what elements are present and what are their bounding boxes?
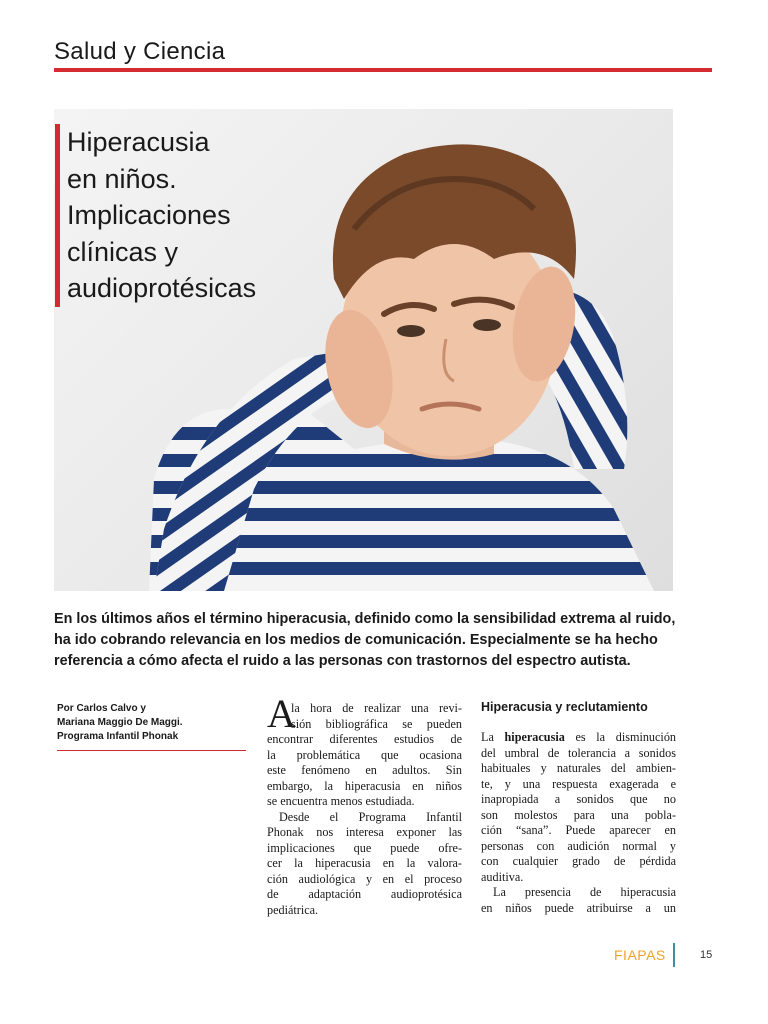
drop-cap: A (267, 691, 296, 736)
body-line: encontrar diferentes estudios de (267, 732, 462, 746)
body-line: con cualquier grado de pérdida (481, 854, 676, 868)
footer-divider (673, 943, 675, 967)
headline-line: clínicas y (67, 236, 179, 267)
section-title: Salud y Ciencia (54, 38, 226, 65)
body-line: cer la hiperacusia en la valora- (267, 856, 462, 870)
body-line: la problemática que ocasiona (267, 747, 462, 762)
body-line: de adaptación audioprotésica (267, 887, 462, 901)
publication-brand: FIAPAS (614, 947, 666, 963)
byline-line: Por Carlos Calvo y (57, 703, 146, 714)
body-line: Desde el Programa Infantil (279, 809, 462, 824)
body-line: este fenómeno en adultos. Sin (267, 763, 462, 777)
byline-line: Mariana Maggio De Maggi. (57, 717, 183, 728)
body-text: es la disminución (575, 730, 677, 744)
headline-accent-bar (55, 124, 60, 307)
body-line: sión bibliográfica se pueden (291, 716, 462, 731)
body-column-2 (481, 730, 676, 916)
body-line: embargo, la hiperacusia en niños (267, 778, 462, 793)
article-headline (67, 124, 337, 307)
lead-line: referencia a cómo afecta el ruido a las personas con trastornos del espectro autista. (54, 653, 631, 669)
body-line: en niños puede atribuirse a un (481, 900, 676, 915)
body-line: se encuentra menos estudiada. (267, 794, 415, 808)
body-word: La (481, 730, 494, 744)
body-column-1 (267, 701, 462, 918)
lead-line: ha ido cobrando relevancia en los medios de comunicación. Especialmente se ha hecho (54, 632, 658, 648)
body-line: pediátrica. (267, 902, 319, 917)
body-line: inapropiada a sonidos que no (481, 792, 676, 806)
headline-line: audioprotésicas (67, 273, 257, 303)
body-line: te, y una respuesta exagerada e (481, 776, 676, 791)
body-line: son molestos para una pobla- (481, 807, 676, 822)
headline-line: en niños. (67, 163, 177, 194)
body-line: ción “sana”. Puede aparecer en (481, 823, 676, 837)
body-line: auditiva. (481, 869, 524, 884)
body-line: ción audiológica y en el proceso (267, 871, 462, 886)
section-divider (54, 68, 712, 72)
body-line: habituales y naturales del ambien- (481, 761, 676, 775)
lead-line: En los últimos años el término hiperacusia, definido como la sensibilidad extrema al ruido, (54, 611, 676, 627)
body-line: la hora de realizar una revi- (291, 701, 462, 715)
body-line: La presencia de hiperacusia (493, 885, 676, 899)
body-line (481, 730, 676, 746)
article-lead (54, 609, 714, 672)
body-line: del umbral de tolerancia a sonidos (481, 745, 676, 760)
bold-term: hiperacusia (504, 730, 565, 744)
headline-line: Hiperacusia (67, 127, 210, 157)
body-line: Phonak nos interesa exponer las (267, 825, 462, 839)
byline (57, 702, 247, 744)
page-number: 15 (700, 949, 713, 961)
subheading: Hiperacusia y reclutamiento (481, 700, 648, 714)
body-line: personas con audición normal y (481, 838, 676, 853)
body-line: implicaciones que puede ofre- (267, 840, 462, 855)
headline-line: Implicaciones (67, 200, 231, 230)
byline-line: Programa Infantil Phonak (57, 731, 179, 742)
byline-divider (57, 750, 246, 751)
